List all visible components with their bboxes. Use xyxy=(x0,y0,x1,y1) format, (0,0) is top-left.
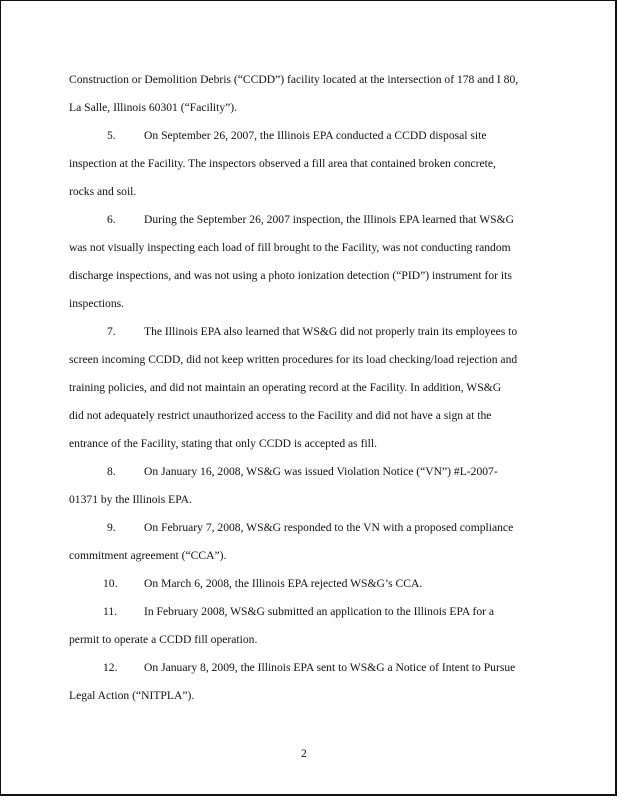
paragraph-line: rocks and soil. xyxy=(69,185,137,198)
paragraph-number: 11. xyxy=(103,605,118,618)
paragraph-number: 10. xyxy=(103,577,118,590)
paragraph-line: was not visually inspecting each load of fill brought to the Facility, was not conducting random xyxy=(69,241,511,254)
paragraph-line: did not adequately restrict unauthorized access to the Facility and did not have a sign at the xyxy=(69,409,492,422)
intro-line: Construction or Demolition Debris (“CCDD”) facility located at the intersection of 178 and I 80, xyxy=(69,73,519,86)
paragraph-number: 9. xyxy=(107,521,116,534)
paragraph-number: 6. xyxy=(107,213,116,226)
paragraph-first-line: In February 2008, WS&G submitted an application to the Illinois EPA for a xyxy=(144,605,495,618)
paragraph-line: inspection at the Facility. The inspectors observed a fill area that contained broken concrete, xyxy=(69,157,496,170)
paragraph-line: inspections. xyxy=(69,297,125,310)
page-number: 2 xyxy=(301,747,307,760)
paragraph-first-line: The Illinois EPA also learned that WS&G did not properly train its employees to xyxy=(144,325,518,338)
paragraph-first-line: On March 6, 2008, the Illinois EPA rejected WS&G’s CCA. xyxy=(144,577,423,590)
paragraph-first-line: On January 16, 2008, WS&G was issued Violation Notice (“VN”) #L-2007- xyxy=(144,465,498,478)
paragraph-first-line: On January 8, 2009, the Illinois EPA sent to WS&G a Notice of Intent to Pursue xyxy=(144,661,516,674)
paragraph-first-line: On February 7, 2008, WS&G responded to the VN with a proposed compliance xyxy=(144,521,514,534)
paragraph-line: Legal Action (“NITPLA”). xyxy=(69,689,195,702)
paragraph-line: commitment agreement (“CCA”). xyxy=(69,549,227,562)
paragraph-line: permit to operate a CCDD fill operation. xyxy=(69,633,258,646)
paragraph-first-line: During the September 26, 2007 inspection, the Illinois EPA learned that WS&G xyxy=(144,213,514,226)
intro-line: La Salle, Illinois 60301 (“Facility”). xyxy=(69,101,238,114)
paragraph-line: training policies, and did not maintain an operating record at the Facility. In addition, WS&G xyxy=(69,381,502,394)
paragraph-number: 8. xyxy=(107,465,116,478)
paragraph-line: entrance of the Facility, stating that only CCDD is accepted as fill. xyxy=(69,437,378,450)
paragraph-line: 01371 by the Illinois EPA. xyxy=(69,493,192,506)
paragraph-number: 7. xyxy=(107,325,116,338)
paragraph-line: screen incoming CCDD, did not keep written procedures for its load checking/load rejection and xyxy=(69,353,518,366)
paragraph-first-line: On September 26, 2007, the Illinois EPA conducted a CCDD disposal site xyxy=(144,129,487,142)
paragraph-number: 5. xyxy=(107,129,116,142)
paragraph-number: 12. xyxy=(103,661,118,674)
paragraph-line: discharge inspections, and was not using a photo ionization detection (“PID”) instrument for its xyxy=(69,269,512,282)
